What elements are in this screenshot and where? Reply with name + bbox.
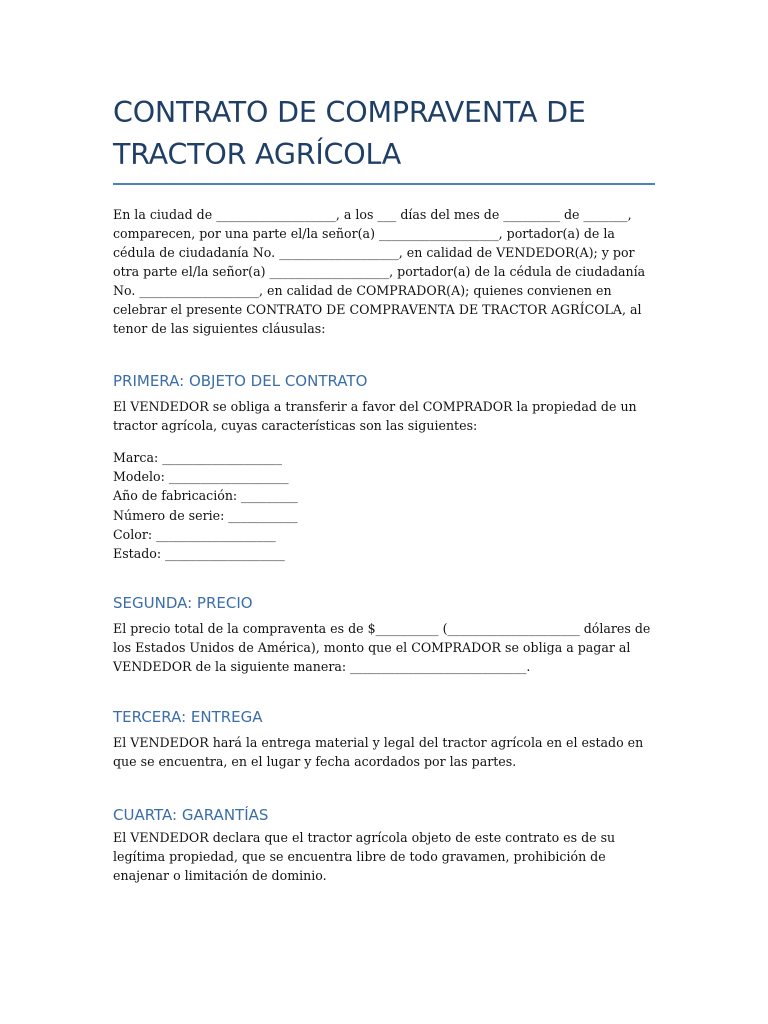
spec-item-marca: Marca: ___________________ [113, 450, 282, 465]
tractor-spec-list [113, 448, 655, 563]
spec-item-serie: Número de serie: ___________ [113, 507, 298, 523]
document-title: CONTRATO DE COMPRAVENTA DE TRACTOR AGRÍCOLA [113, 96, 586, 171]
section-text-primera: El VENDEDOR se obliga a transferir a favor del COMPRADOR la propiedad de un tractor agrícola, cuyas características son las siguientes: [113, 399, 637, 433]
title-divider [113, 183, 655, 185]
spec-item-modelo: Modelo: ___________________ [113, 469, 289, 485]
document-page [113, 92, 655, 885]
intro-paragraph: En la ciudad de ___________________, a los ___ días del mes de _________ de _______, comparecen, por una parte el/la señor(a) ___________________, portador(a) de la cédula de ciudadanía No. ___________________, en calidad de VENDEDOR(A); y por otra parte el/la señor(a) ___________________, portador(a) de la cédula de ciudadanía No. ___________________, en calidad de COMPRADOR(A); quienes convienen en celebrar el presente CONTRATO DE COMPRAVENTA DE TRACTOR AGRÍCOLA, al tenor de las siguientes cláusulas: [113, 207, 646, 336]
spec-item-color: Color: ___________________ [113, 526, 276, 542]
section-heading-primera: PRIMERA: OBJETO DEL CONTRATO [113, 372, 368, 390]
section-heading-tercera: TERCERA: ENTREGA [113, 708, 263, 727]
section-heading-cuarta: CUARTA: GARANTÍAS [113, 806, 269, 825]
section-heading-segunda: SEGUNDA: PRECIO [113, 594, 253, 613]
section-text-tercera: El VENDEDOR hará la entrega material y legal del tractor agrícola en el estado en que se encuentra, en el lugar y fecha acordados por las partes. [113, 735, 644, 770]
spec-item-anio: Año de fabricación: _________ [113, 488, 298, 504]
section-text-segunda: El precio total de la compraventa es de $__________ (_____________________ dólares de los Estados Unidos de América), monto que el COMPRADOR se obliga a pagar al VENDEDOR de la siguiente manera: ____________________________. [113, 621, 651, 675]
spec-item-estado: Estado: ___________________ [113, 546, 285, 562]
section-text-cuarta: El VENDEDOR declara que el tractor agrícola objeto de este contrato es de su legítima propiedad, que se encuentra libre de todo gravamen, prohibición de enajenar o limitación de dominio. [113, 830, 616, 884]
